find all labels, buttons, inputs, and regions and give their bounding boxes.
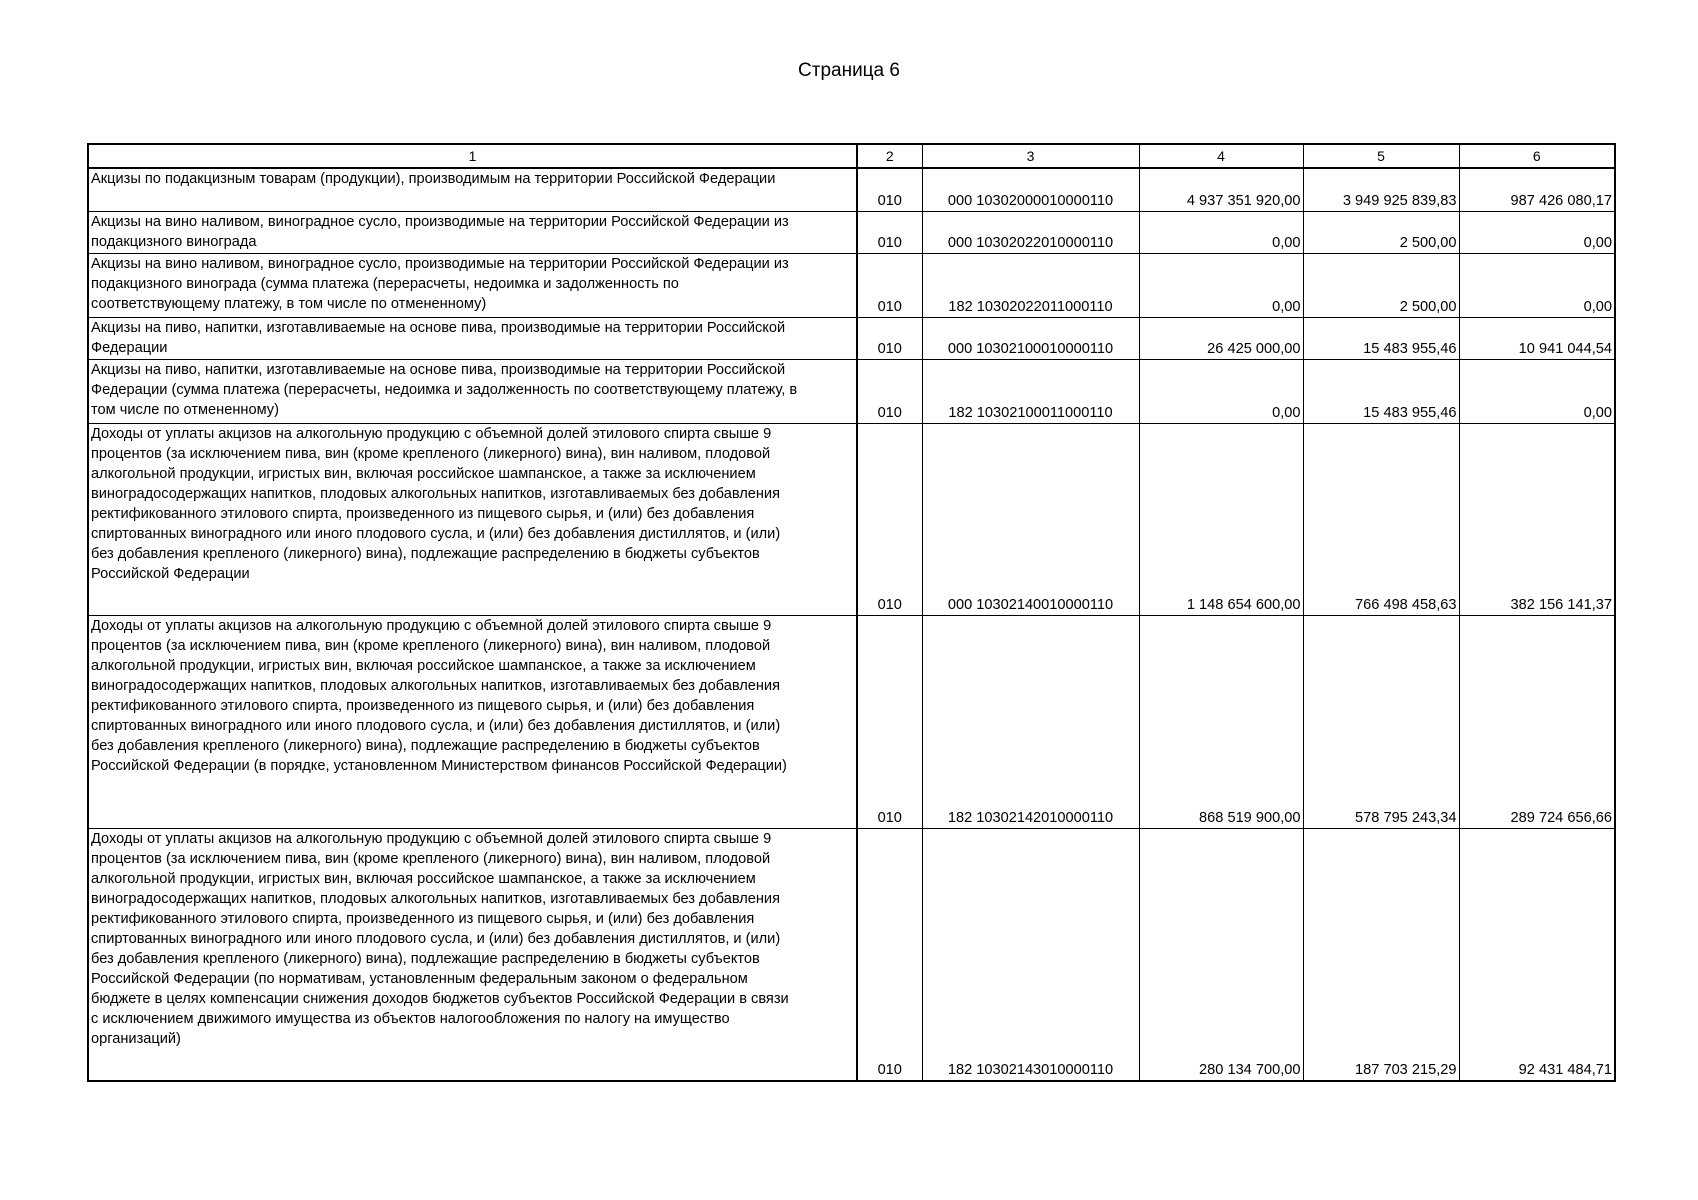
table-header-row [88, 144, 1615, 168]
row-line-code: 010 [857, 615, 922, 828]
header-cell-5: 5 [1303, 144, 1459, 168]
row-line-code: 010 [857, 423, 922, 615]
report-table [87, 143, 1616, 1082]
row-line-code: 010 [857, 253, 922, 317]
header-cell-1: 1 [88, 144, 857, 168]
row-line-code: 010 [857, 828, 922, 1081]
row-approved: 1 148 654 600,00 [1139, 423, 1303, 615]
row-income-code: 000 10302022010000110 [922, 211, 1139, 253]
row-income-code: 182 10302100011000110 [922, 359, 1139, 423]
row-executed: 15 483 955,46 [1303, 359, 1459, 423]
row-income-code: 000 10302000010000110 [922, 168, 1139, 211]
row-executed: 3 949 925 839,83 [1303, 168, 1459, 211]
page-title: Страница 6 [798, 60, 900, 81]
row-name: Акцизы на вино наливом, виноградное сусло, производимые на территории Российской Федерации из подакцизного винограда (сумма платежа (перерасчеты, недоимка и задолженность по соответствующему платежу, в том числе по отмененному) [88, 253, 857, 317]
row-income-code: 182 10302143010000110 [922, 828, 1139, 1081]
row-executed: 578 795 243,34 [1303, 615, 1459, 828]
table-row [88, 423, 1615, 615]
row-executed: 15 483 955,46 [1303, 317, 1459, 359]
row-line-code: 010 [857, 211, 922, 253]
row-line-code: 010 [857, 168, 922, 211]
row-approved: 0,00 [1139, 253, 1303, 317]
header-cell-6: 6 [1459, 144, 1615, 168]
row-income-code: 182 10302022011000110 [922, 253, 1139, 317]
row-executed: 2 500,00 [1303, 211, 1459, 253]
row-income-code: 000 10302140010000110 [922, 423, 1139, 615]
header-cell-3: 3 [922, 144, 1139, 168]
row-name: Акцизы на вино наливом, виноградное сусло, производимые на территории Российской Федерации из подакцизного винограда [88, 211, 857, 253]
row-name: Акцизы на пиво, напитки, изготавливаемые на основе пива, производимые на территории Российской Федерации (сумма платежа (перерасчеты, недоимка и задолженность по соответствующему платежу, в том числе по отмененному) [88, 359, 857, 423]
row-executed: 187 703 215,29 [1303, 828, 1459, 1081]
row-approved: 4 937 351 920,00 [1139, 168, 1303, 211]
row-name: Доходы от уплаты акцизов на алкогольную продукцию с объемной долей этилового спирта свыше 9 процентов (за исключением пива, вин (кроме крепленого (ликерного) вина), вин наливом, плодовой алкогольной продукции, игристых вин, включая российское шампанское, а также за исключением виноградосодержащих напитков, плодовых алкогольных напитков, изготавливаемых без добавления ректификованного этилового спирта, произведенного из пищевого сырья, и (или) без добавления спиртованных виноградного или иного плодового сусла, и (или) без добавления дистиллятов, и (или) без добавления крепленого (ликерного) вина), подлежащие распределению в бюджеты субъектов Российской Федерации [88, 423, 857, 615]
row-unexecuted: 0,00 [1459, 359, 1615, 423]
row-executed: 2 500,00 [1303, 253, 1459, 317]
table-row [88, 253, 1615, 317]
row-unexecuted: 10 941 044,54 [1459, 317, 1615, 359]
row-approved: 868 519 900,00 [1139, 615, 1303, 828]
row-approved: 0,00 [1139, 211, 1303, 253]
row-income-code: 182 10302142010000110 [922, 615, 1139, 828]
row-unexecuted: 0,00 [1459, 253, 1615, 317]
header-cell-2: 2 [857, 144, 922, 168]
table-row [88, 317, 1615, 359]
row-name: Акцизы на пиво, напитки, изготавливаемые на основе пива, производимые на территории Российской Федерации [88, 317, 857, 359]
header-cell-4: 4 [1139, 144, 1303, 168]
row-unexecuted: 0,00 [1459, 211, 1615, 253]
table-row [88, 615, 1615, 828]
table-row [88, 828, 1615, 1081]
row-unexecuted: 289 724 656,66 [1459, 615, 1615, 828]
row-line-code: 010 [857, 359, 922, 423]
row-approved: 26 425 000,00 [1139, 317, 1303, 359]
row-name: Доходы от уплаты акцизов на алкогольную продукцию с объемной долей этилового спирта свыше 9 процентов (за исключением пива, вин (кроме крепленого (ликерного) вина), вин наливом, плодовой алкогольной продукции, игристых вин, включая российское шампанское, а также за исключением виноградосодержащих напитков, плодовых алкогольных напитков, изготавливаемых без добавления ректификованного этилового спирта, произведенного из пищевого сырья, и (или) без добавления спиртованных виноградного или иного плодового сусла, и (или) без добавления дистиллятов, и (или) без добавления крепленого (ликерного) вина), подлежащие распределению в бюджеты субъектов Российской Федерации (по нормативам, установленным федеральным законом о федеральном бюджете в целях компенсации снижения доходов бюджетов субъектов Российской Федерации в связи с исключением движимого имущества из объектов налогообложения по налогу на имущество организаций) [88, 828, 857, 1081]
row-approved: 0,00 [1139, 359, 1303, 423]
row-line-code: 010 [857, 317, 922, 359]
row-unexecuted: 382 156 141,37 [1459, 423, 1615, 615]
row-approved: 280 134 700,00 [1139, 828, 1303, 1081]
row-income-code: 000 10302100010000110 [922, 317, 1139, 359]
table-row [88, 211, 1615, 253]
row-executed: 766 498 458,63 [1303, 423, 1459, 615]
table-row [88, 168, 1615, 211]
row-unexecuted: 987 426 080,17 [1459, 168, 1615, 211]
row-name: Акцизы по подакцизным товарам (продукции), производимым на территории Российской Федерации [88, 168, 857, 211]
row-name: Доходы от уплаты акцизов на алкогольную продукцию с объемной долей этилового спирта свыше 9 процентов (за исключением пива, вин (кроме крепленого (ликерного) вина), вин наливом, плодовой алкогольной продукции, игристых вин, включая российское шампанское, а также за исключением виноградосодержащих напитков, плодовых алкогольных напитков, изготавливаемых без добавления ректификованного этилового спирта, произведенного из пищевого сырья, и (или) без добавления спиртованных виноградного или иного плодового сусла, и (или) без добавления дистиллятов, и (или) без добавления крепленого (ликерного) вина), подлежащие распределению в бюджеты субъектов Российской Федерации (в порядке, установленном Министерством финансов Российской Федерации) [88, 615, 857, 828]
table-row [88, 359, 1615, 423]
row-unexecuted: 92 431 484,71 [1459, 828, 1615, 1081]
